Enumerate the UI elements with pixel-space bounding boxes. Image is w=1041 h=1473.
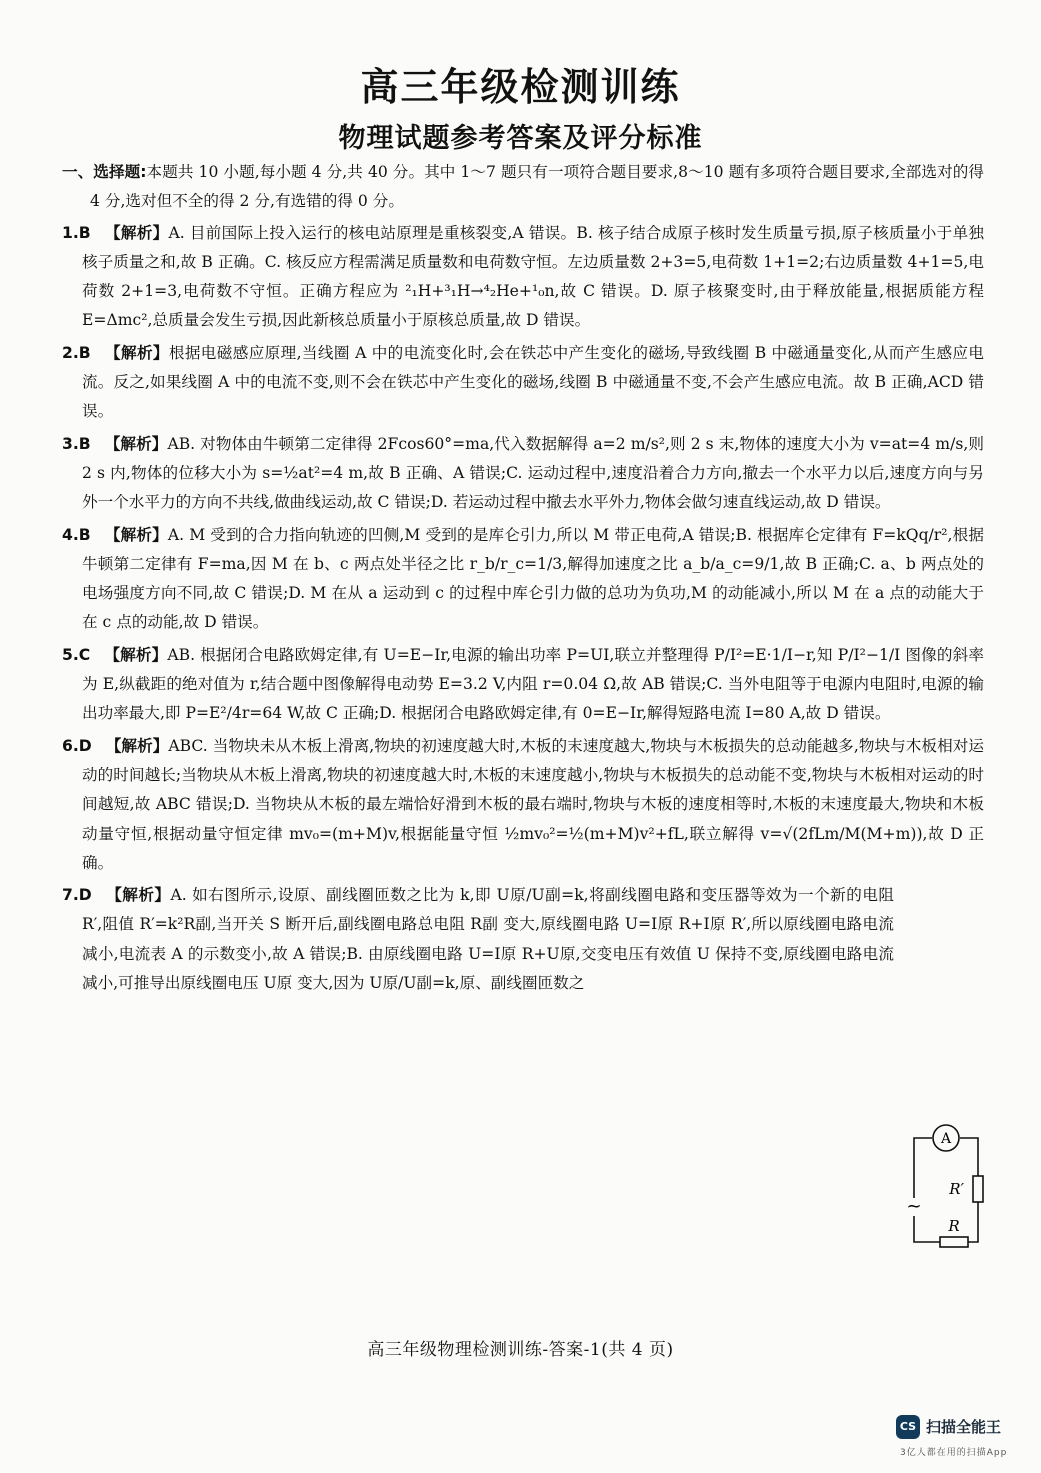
question-4 xyxy=(62,521,984,638)
question-number: 7.D xyxy=(62,886,92,905)
ac-source-icon: ~ xyxy=(906,1196,922,1217)
question-text: A. 如右图所示,设原、副线圈匝数之比为 k,即 U原/U副=k,将副线圈电路和变压器等效为一个新的电阻 R′,阻值 R′=k²R副,当开关 S 断开后,副线圈电路总电阻 R副 变大,原线圈电路 U=I原 R+I原 R′,所以原线圈电路电流减小,电流表 A 的示数变小,故 A 错误;B. 由原线圈电路 U=I原 R+U原,交变电压有效值 U 保持不变,原线圈电路电流减小,可推导出原线圈电压 U原 变大,因为 U原/U副=k,原、副线圈匝数之 xyxy=(82,886,894,993)
analysis-tag: 【解析】 xyxy=(105,736,169,755)
analysis-tag: 【解析】 xyxy=(104,343,169,362)
analysis-tag: 【解析】 xyxy=(104,525,168,544)
resistor-r-prime-label: R′ xyxy=(949,1180,964,1198)
analysis-tag: 【解析】 xyxy=(105,886,171,905)
resistor-r-prime-icon xyxy=(973,1176,983,1202)
analysis-tag: 【解析】 xyxy=(104,434,168,453)
watermark-tagline: 3亿人都在用的扫描App xyxy=(900,1448,1008,1458)
question-2 xyxy=(62,339,984,427)
camscanner-logo-icon: CS xyxy=(896,1415,920,1439)
analysis-tag: 【解析】 xyxy=(104,645,168,664)
page-footer: 高三年级物理检测训练-答案-1(共 4 页) xyxy=(367,1340,674,1360)
question-number: 2.B xyxy=(62,343,91,362)
ammeter-label: A xyxy=(940,1131,952,1147)
watermark-brand: 扫描全能王 xyxy=(926,1418,1002,1436)
section-intro xyxy=(62,158,984,217)
scanner-watermark xyxy=(896,1415,1026,1463)
question-text: A. M 受到的合力指向轨迹的凹侧,M 受到的是库仑引力,所以 M 带正电荷,A 错误;B. 根据库仑定律有 F=kQq/r²,根据牛顿第二定律有 F=ma,因 M 在 b、c 两点处半径之比 r_b/r_c=1/3,解得加速度之比 a_b/a_c=9/1,故 B 正确;C. a、b 两点处的电场强度方向不同,故 C 错误;D. M 在从 a 运动到 c 的过程中库仑引力做的总功为负功,M 的动能减小,所以 M 在 a 点的动能大于在 c 点的动能,故 D 错误。 xyxy=(82,525,984,632)
circuit-wires xyxy=(914,1138,978,1242)
analysis-tag: 【解析】 xyxy=(104,223,169,242)
section-heading: 一、选择题: xyxy=(62,163,147,181)
equivalent-circuit-diagram xyxy=(902,1120,990,1256)
question-text: AB. 根据闭合电路欧姆定律,有 U=E−Ir,电源的输出功率 P=UI,联立并整理得 P/I²=E·1/I−r,知 P/I²−1/I 图像的斜率为 E,纵截距的绝对值为 r,结合题中图像解得电动势 E=3.2 V,内阻 r=0.04 Ω,故 AB 错误;C. 当外电阻等于电源内电阻时,电源的输出功率最大,即 P=E²/4r=64 W,故 C 正确;D. 根据闭合电路欧姆定律,有 0=E−Ir,解得短路电流 I=80 A,故 D 错误。 xyxy=(82,645,984,723)
question-text: AB. 对物体由牛顿第二定律得 2Fcos60°=ma,代入数据解得 a=2 m/s²,则 2 s 末,物体的速度大小为 v=at=4 m/s,则 2 s 内,物体的位移大小为 s=½at²=4 m,故 B 正确、A 错误;C. 运动过程中,速度沿着合力方向,撤去一个水平力以后,速度方向与另外一个水平力的方向不共线,做曲线运动,故 C 错误;D. 若运动过程中撤去水平外力,物体会做匀速直线运动,故 D 错误。 xyxy=(82,434,984,512)
question-text: 根据电磁感应原理,当线圈 A 中的电流变化时,会在铁芯中产生变化的磁场,导致线圈 B 中磁通量变化,从而产生感应电流。反之,如果线圈 A 中的电流不变,则不会在铁芯中产生变化的磁场,线圈 B 中磁通量不变,不会产生感应电流。故 B 正确,ACD 错误。 xyxy=(82,343,984,421)
section-text: 本题共 10 小题,每小题 4 分,共 40 分。其中 1～7 题只有一项符合题目要求,8～10 题有多项符合题目要求,全部选对的得 4 分,选对但不全的得 2 分,有选错的得 0 分。 xyxy=(90,163,984,211)
question-number: 6.D xyxy=(62,736,92,755)
resistor-r-label: R xyxy=(948,1217,960,1235)
question-number: 5.C xyxy=(62,645,91,664)
question-3 xyxy=(62,430,984,518)
question-number: 1.B xyxy=(62,223,91,242)
question-number: 3.B xyxy=(62,434,91,453)
page-title: 高三年级检测训练 xyxy=(360,65,681,109)
question-1 xyxy=(62,219,984,336)
resistor-r-icon xyxy=(940,1237,968,1247)
question-5 xyxy=(62,641,984,729)
question-number: 4.B xyxy=(62,525,91,544)
question-text: ABC. 当物块未从木板上滑离,物块的初速度越大时,木板的末速度越大,物块与木板损失的总动能越多,物块与木板相对运动的时间越长;当物块从木板上滑离,物块的初速度越大时,木板的末速度越小,物块与木板损失的总动能不变,物块与木板相对运动的时间越短,故 ABC 错误;D. 当物块从木板的最左端恰好滑到木板的最右端时,物块与木板的速度相等时,木板的末速度最大,物块和木板动量守恒,根据动量守恒定律 mv₀=(m+M)v,根据能量守恒 ½mv₀²=½(m+M)v²+fL,联立解得 v=√(2fLm/M(M+m)),故 D 正确。 xyxy=(82,736,984,872)
question-6 xyxy=(62,732,984,878)
question-7 xyxy=(62,881,984,998)
question-text: A. 目前国际上投入运行的核电站原理是重核裂变,A 错误。B. 核子结合成原子核时发生质量亏损,原子核质量小于单独核子质量之和,故 B 正确。C. 核反应方程需满足质量数和电荷数守恒。左边质量数 2+3=5,电荷数 1+1=2;右边质量数 4+1=5,电荷数 2+1=3,电荷数不守恒。正确方程应为 ²₁H+³₁H→⁴₂He+¹₀n,故 C 错误。D. 原子核聚变时,由于释放能量,根据质能方程 E=Δmc²,总质量会发生亏损,因此新核总质量小于原核总质量,故 D 错误。 xyxy=(82,223,984,330)
page-subtitle: 物理试题参考答案及评分标准 xyxy=(338,123,703,154)
answer-content xyxy=(62,158,984,1001)
